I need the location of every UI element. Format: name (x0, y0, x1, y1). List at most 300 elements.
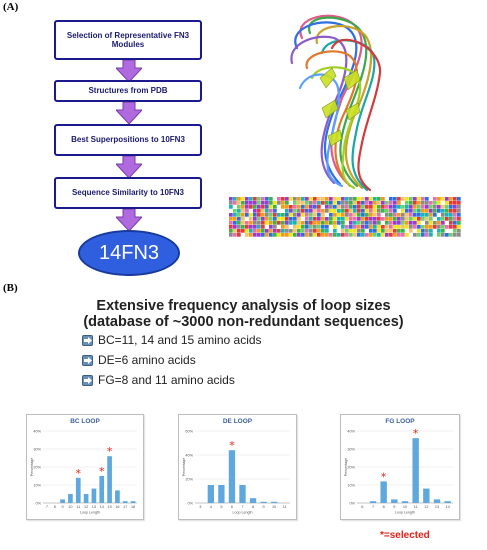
alignment-cell (445, 221, 449, 225)
alignment-cell (269, 197, 273, 201)
alignment-cell (277, 229, 281, 233)
alignment-cell (433, 201, 437, 205)
alignment-cell (229, 229, 233, 233)
chart-title: BC LOOP (70, 418, 100, 425)
alignment-cell (453, 209, 457, 213)
alignment-cell (281, 225, 285, 229)
alignment-cell (321, 197, 325, 201)
alignment-cell (449, 233, 453, 237)
alignment-cell (381, 217, 385, 221)
alignment-cell (449, 217, 453, 221)
alignment-cell (457, 233, 461, 237)
alignment-cell (345, 213, 349, 217)
alignment-cell (457, 217, 461, 221)
alignment-cell (453, 201, 457, 205)
alignment-cell (381, 201, 385, 205)
alignment-cell (361, 217, 365, 221)
alignment-cell (297, 201, 301, 205)
alignment-cell (253, 209, 257, 213)
alignment-cell (293, 197, 297, 201)
alignment-cell (429, 197, 433, 201)
y-axis-label: Percentage (182, 457, 186, 477)
alignment-cell (373, 229, 377, 233)
alignment-cell (357, 213, 361, 217)
alignment-cell (265, 233, 269, 237)
y-tick-label: 10% (347, 483, 355, 488)
alignment-cell (289, 233, 293, 237)
alignment-cell (357, 233, 361, 237)
alignment-cell (341, 229, 345, 233)
alignment-cell (441, 213, 445, 217)
alignment-cell (413, 221, 417, 225)
alignment-cell (437, 233, 441, 237)
alignment-cell (405, 233, 409, 237)
heading-line-1: Extensive frequency analysis of loop sizes (96, 298, 391, 314)
alignment-cell (341, 197, 345, 201)
alignment-cell (373, 209, 377, 213)
alignment-cell (337, 213, 341, 217)
y-axis-label: Percentage (30, 457, 34, 477)
alignment-cell (353, 217, 357, 221)
alignment-cell (437, 217, 441, 221)
bar (423, 489, 429, 503)
alignment-cell (261, 217, 265, 221)
alignment-cell (405, 221, 409, 225)
alignment-cell (409, 217, 413, 221)
alignment-cell (241, 213, 245, 217)
alignment-cell (381, 225, 385, 229)
bar (131, 501, 136, 503)
y-tick-label: 10% (33, 483, 41, 488)
x-tick-label: 3 (199, 505, 202, 509)
bar (218, 485, 224, 503)
alignment-cell (333, 205, 337, 209)
alignment-cell (437, 213, 441, 217)
alignment-cell (353, 229, 357, 233)
alignment-cell (293, 229, 297, 233)
alignment-cell (345, 209, 349, 213)
alignment-cell (281, 205, 285, 209)
sequence-alignment-image (229, 197, 461, 237)
alignment-cell (421, 197, 425, 201)
alignment-cell (237, 209, 241, 213)
alignment-cell (413, 233, 417, 237)
alignment-cell (425, 201, 429, 205)
alignment-cell (277, 209, 281, 213)
alignment-cell (337, 221, 341, 225)
alignment-cell (329, 201, 333, 205)
alignment-cell (241, 205, 245, 209)
flow-arrow-2 (116, 102, 142, 124)
alignment-cell (309, 217, 313, 221)
alignment-cell (381, 229, 385, 233)
alignment-cell (457, 201, 461, 205)
alignment-cell (249, 205, 253, 209)
alignment-cell (309, 229, 313, 233)
alignment-cell (249, 217, 253, 221)
alignment-cell (309, 209, 313, 213)
alignment-cell (273, 205, 277, 209)
alignment-cell (405, 201, 409, 205)
alignment-cell (373, 233, 377, 237)
x-tick-label: 11 (282, 505, 287, 509)
alignment-cell (345, 217, 349, 221)
alignment-cell (401, 229, 405, 233)
flow-step-structures: Structures from PDB (54, 80, 202, 102)
alignment-cell (265, 201, 269, 205)
alignment-cell (373, 213, 377, 217)
alignment-cell (313, 221, 317, 225)
alignment-cell (425, 217, 429, 221)
alignment-cell (425, 205, 429, 209)
y-tick-label: 0% (187, 501, 193, 506)
alignment-cell (405, 229, 409, 233)
alignment-cell (409, 201, 413, 205)
alignment-cell (393, 205, 397, 209)
alignment-cell (441, 205, 445, 209)
alignment-cell (429, 221, 433, 225)
alignment-cell (361, 197, 365, 201)
alignment-cell (301, 225, 305, 229)
alignment-cell (453, 213, 457, 217)
alignment-cell (405, 205, 409, 209)
alignment-cell (233, 229, 237, 233)
alignment-cell (229, 197, 233, 201)
bar (107, 456, 112, 503)
alignment-cell (425, 229, 429, 233)
x-tick-label: 14 (99, 505, 104, 509)
alignment-cell (353, 221, 357, 225)
selected-star-marker: * (412, 427, 419, 441)
alignment-cell (345, 225, 349, 229)
alignment-cell (261, 229, 265, 233)
alignment-cell (393, 209, 397, 213)
alignment-cell (413, 201, 417, 205)
alignment-cell (357, 221, 361, 225)
selected-star-marker: * (106, 445, 113, 459)
alignment-cell (293, 233, 297, 237)
bar (123, 501, 128, 503)
alignment-cell (429, 217, 433, 221)
alignment-cell (253, 221, 257, 225)
alignment-cell (397, 229, 401, 233)
bar (68, 494, 73, 503)
alignment-cell (369, 225, 373, 229)
alignment-cell (453, 197, 457, 201)
alignment-cell (249, 209, 253, 213)
alignment-cell (457, 229, 461, 233)
alignment-cell (425, 213, 429, 217)
x-tick-label: 6 (361, 505, 364, 509)
alignment-cell (313, 229, 317, 233)
alignment-cell (377, 221, 381, 225)
alignment-cell (421, 225, 425, 229)
bar (239, 485, 245, 503)
alignment-cell (317, 233, 321, 237)
alignment-cell (345, 229, 349, 233)
alignment-cell (441, 197, 445, 201)
alignment-cell (277, 217, 281, 221)
alignment-cell (377, 209, 381, 213)
alignment-cell (237, 201, 241, 205)
alignment-cell (361, 205, 365, 209)
alignment-cell (241, 209, 245, 213)
alignment-cell (321, 225, 325, 229)
alignment-cell (301, 201, 305, 205)
alignment-cell (321, 221, 325, 225)
alignment-cell (305, 197, 309, 201)
alignment-cell (237, 197, 241, 201)
y-tick-label: 20% (185, 477, 193, 482)
alignment-cell (337, 205, 341, 209)
alignment-cell (289, 225, 293, 229)
alignment-cell (405, 213, 409, 217)
alignment-cell (329, 221, 333, 225)
alignment-cell (237, 225, 241, 229)
alignment-cell (445, 217, 449, 221)
alignment-cell (417, 201, 421, 205)
alignment-cell (421, 201, 425, 205)
x-tick-label: 10 (402, 505, 408, 509)
alignment-cell (429, 213, 433, 217)
alignment-cell (401, 225, 405, 229)
alignment-cell (349, 205, 353, 209)
alignment-cell (249, 229, 253, 233)
alignment-cell (385, 233, 389, 237)
alignment-cell (241, 229, 245, 233)
bullet-de (82, 353, 196, 367)
flow-arrow-1 (116, 60, 142, 82)
alignment-cell (257, 205, 261, 209)
alignment-cell (273, 225, 277, 229)
alignment-cell (321, 217, 325, 221)
arrow-right-icon (82, 335, 93, 346)
x-tick-label: 14 (445, 505, 450, 509)
alignment-cell (409, 221, 413, 225)
alignment-cell (445, 201, 449, 205)
alignment-cell (401, 213, 405, 217)
alignment-cell (253, 205, 257, 209)
alignment-cell (369, 197, 373, 201)
alignment-cell (321, 233, 325, 237)
alignment-cell (305, 213, 309, 217)
x-tick-label: 6 (230, 505, 234, 509)
alignment-cell (457, 197, 461, 201)
alignment-cell (229, 221, 233, 225)
alignment-cell (249, 225, 253, 229)
alignment-cell (293, 217, 297, 221)
bullet-de-text: DE=6 amino acids (98, 353, 196, 367)
alignment-cell (365, 197, 369, 201)
alignment-cell (397, 233, 401, 237)
alignment-cell (445, 209, 449, 213)
alignment-cell (377, 197, 381, 201)
alignment-cell (341, 221, 345, 225)
alignment-cell (317, 205, 321, 209)
alignment-cell (261, 213, 265, 217)
alignment-cell (357, 209, 361, 213)
y-tick-label: 60% (185, 429, 193, 434)
alignment-cell (333, 209, 337, 213)
alignment-cell (401, 197, 405, 201)
alignment-cell (457, 225, 461, 229)
alignment-cell (453, 205, 457, 209)
alignment-cell (341, 201, 345, 205)
alignment-cell (317, 201, 321, 205)
alignment-cell (249, 197, 253, 201)
alignment-cell (417, 225, 421, 229)
selected-star-marker: * (75, 466, 81, 480)
panel-a-label: (A) (3, 1, 19, 13)
alignment-cell (321, 209, 325, 213)
alignment-cell (329, 205, 333, 209)
alignment-cell (337, 197, 341, 201)
flow-step-similarity: Sequence Similarity to 10FN3 (54, 177, 202, 209)
alignment-cell (245, 197, 249, 201)
alignment-cell (429, 229, 433, 233)
alignment-cell (377, 233, 381, 237)
alignment-cell (373, 201, 377, 205)
alignment-cell (277, 201, 281, 205)
x-tick-label: 7 (241, 505, 244, 509)
alignment-cell (241, 225, 245, 229)
alignment-cell (369, 233, 373, 237)
alignment-cell (309, 233, 313, 237)
alignment-cell (421, 209, 425, 213)
alignment-cell (293, 209, 297, 213)
alignment-cell (429, 205, 433, 209)
alignment-cell (325, 201, 329, 205)
bar (402, 501, 408, 503)
alignment-cell (341, 209, 345, 213)
alignment-cell (421, 221, 425, 225)
alignment-cell (437, 229, 441, 233)
alignment-cell (425, 225, 429, 229)
heading-line-2: (database of ~3000 non-redundant sequences) (83, 314, 404, 330)
chart-fg-loop (340, 414, 460, 520)
alignment-cell (417, 209, 421, 213)
alignment-cell (333, 233, 337, 237)
alignment-cell (269, 233, 273, 237)
alignment-cell (249, 221, 253, 225)
alignment-cell (245, 209, 249, 213)
alignment-cell (433, 205, 437, 209)
alignment-cell (269, 213, 273, 217)
alignment-cell (453, 221, 457, 225)
alignment-cell (313, 217, 317, 221)
alignment-cell (329, 229, 333, 233)
alignment-cell (285, 221, 289, 225)
alignment-cell (393, 225, 397, 229)
alignment-cell (277, 205, 281, 209)
alignment-cell (301, 233, 305, 237)
bar (434, 499, 440, 503)
alignment-cell (253, 213, 257, 217)
alignment-cell (265, 217, 269, 221)
alignment-cell (369, 221, 373, 225)
x-tick-label: 7 (371, 505, 375, 509)
alignment-cell (361, 209, 365, 213)
alignment-cell (457, 221, 461, 225)
alignment-cell (249, 233, 253, 237)
alignment-cell (401, 209, 405, 213)
x-tick-label: 9 (61, 505, 64, 509)
y-tick-label: 20% (33, 465, 41, 470)
alignment-cell (369, 229, 373, 233)
alignment-cell (229, 233, 233, 237)
alignment-cell (421, 213, 425, 217)
alignment-cell (377, 201, 381, 205)
alignment-cell (265, 205, 269, 209)
alignment-cell (285, 217, 289, 221)
alignment-cell (377, 225, 381, 229)
alignment-cell (329, 209, 333, 213)
alignment-cell (405, 225, 409, 229)
alignment-cell (269, 209, 273, 213)
chart-plot (27, 415, 143, 519)
alignment-cell (285, 205, 289, 209)
alignment-cell (313, 209, 317, 213)
alignment-cell (393, 229, 397, 233)
alignment-cell (433, 217, 437, 221)
alignment-cell (425, 221, 429, 225)
alignment-cell (233, 225, 237, 229)
alignment-cell (257, 217, 261, 221)
alignment-cell (297, 233, 301, 237)
x-tick-label: 10 (272, 505, 277, 509)
alignment-cell (349, 197, 353, 201)
alignment-cell (245, 225, 249, 229)
bar (444, 501, 450, 503)
alignment-cell (289, 217, 293, 221)
alignment-cell (313, 225, 317, 229)
y-tick-label: 40% (347, 429, 355, 434)
alignment-cell (385, 197, 389, 201)
alignment-cell (253, 217, 257, 221)
alignment-cell (385, 221, 389, 225)
alignment-cell (349, 225, 353, 229)
alignment-cell (397, 209, 401, 213)
x-tick-label: 7 (45, 505, 48, 509)
alignment-cell (393, 213, 397, 217)
alignment-cell (309, 225, 313, 229)
alignment-cell (405, 197, 409, 201)
y-axis-label: Percentage (344, 457, 348, 477)
alignment-cell (257, 209, 261, 213)
alignment-cell (417, 217, 421, 221)
alignment-cell (257, 197, 261, 201)
alignment-cell (277, 213, 281, 217)
alignment-cell (453, 225, 457, 229)
chart-bc-loop (26, 414, 144, 520)
alignment-cell (301, 209, 305, 213)
alignment-cell (289, 201, 293, 205)
x-axis-label: Loop Length (80, 510, 100, 515)
x-tick-label: 8 (251, 505, 255, 509)
x-tick-label: 16 (115, 505, 120, 509)
alignment-cell (265, 229, 269, 233)
flow-step-selection: Selection of Representative FN3 Modules (54, 20, 202, 60)
alignment-cell (353, 205, 357, 209)
alignment-cell (389, 217, 393, 221)
alignment-cell (397, 197, 401, 201)
alignment-cell (333, 213, 337, 217)
alignment-cell (429, 225, 433, 229)
x-tick-label: 10 (68, 505, 73, 509)
alignment-cell (253, 229, 257, 233)
alignment-cell (325, 197, 329, 201)
alignment-cell (333, 225, 337, 229)
